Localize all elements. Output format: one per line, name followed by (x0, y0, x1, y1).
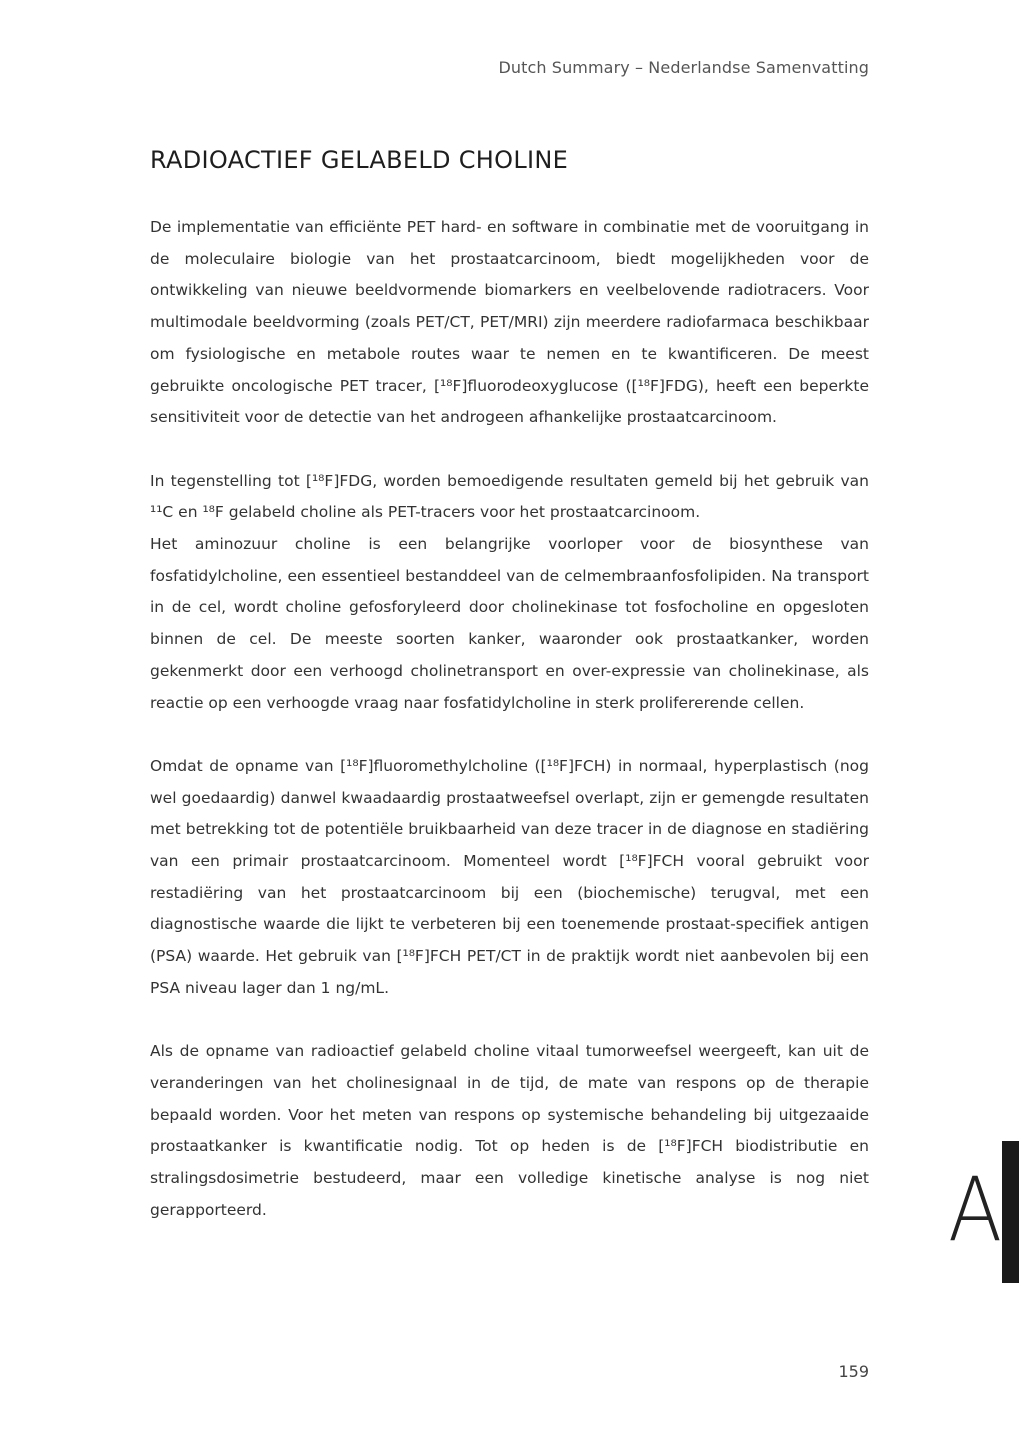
paragraph-spacer (150, 1005, 869, 1037)
paragraph-intro: De implementatie van efficiënte PET hard- en software in combinatie met de vooruitgang in de moleculaire biologie van het prostaatcarcinoom, biedt mogelijkheden voor de ontwikkeling van nieuwe beeldvormende biomarkers en veelbelovende radiotracers. Voor multimodale beeldvorming (zoals PET/CT, PET/MRI) zijn meerdere radiofarmaca beschikbaar om fysiologische en metabole routes waar te nemen en te kwantificeren. De meest gebruikte oncologische PET tracer, [¹⁸F]fluorodeoxyglucose ([¹⁸F]FDG), heeft een beperkte sensitiviteit voor de detectie van het androgeen afhankelijke prostaatcarcinoom. (150, 218, 869, 427)
appendix-letter: A (948, 1158, 1003, 1261)
page-title: RADIOACTIEF GELABELD CHOLINE (150, 146, 569, 174)
paragraph-spacer (150, 719, 869, 751)
appendix-thumb-tab (1002, 1141, 1019, 1283)
running-header: Dutch Summary – Nederlandse Samenvatting (498, 58, 869, 77)
paragraph-fdg-comparison: In tegenstelling tot [¹⁸F]FDG, worden bemoedigende resultaten gemeld bij het gebruik van ¹¹C en ¹⁸F gelabeld choline als PET-tracers voor het prostaatcarcinoom. (150, 471, 869, 522)
body-text (150, 212, 869, 1226)
paragraph-response-monitoring: Als de opname van radioactief gelabeld choline vitaal tumorweefsel weergeeft, kan uit de veranderingen van het cholinesignaal in de tijd, de mate van respons op de therapie bepaald worden. Voor het meten van respons op systemische behandeling bij uitgezaaide prostaatkanker is kwantificatie nodig. Tot op heden is de [¹⁸F]FCH biodistributie en stralingsdosimetrie bestudeerd, maar een volledige kinetische analyse is nog niet gerapporteerd. (150, 1042, 869, 1219)
page-number: 159 (838, 1362, 869, 1381)
paragraph-choline-biology: Het aminozuur choline is een belangrijke voorloper voor de biosynthese van fosfatidylcholine, een essentieel bestanddeel van de celmembraanfosfolipiden. Na transport in de cel, wordt choline gefosforyleerd door cholinekinase tot fosfocholine en opgesloten binnen de cel. De meeste soorten kanker, waaronder ook prostaatkanker, worden gekenmerkt door een verhoogd cholinetransport en over-expressie van cholinekinase, als reactie op een verhoogde vraag naar fosfatidylcholine in sterk prolifererende cellen. (150, 535, 869, 712)
paragraph-fch-uptake: Omdat de opname van [¹⁸F]fluoromethylcholine ([¹⁸F]FCH) in normaal, hyperplastisch (nog wel goedaardig) danwel kwaadaardig prostaatweefsel overlapt, zijn er gemengde resultaten met betrekking tot de potentiële bruikbaarheid van deze tracer in de diagnose en stadiëring van een primair prostaatcarcinoom. Momenteel wordt [¹⁸F]FCH vooral gebruikt voor restadiëring van het prostaatcarcinoom bij een (biochemische) terugval, met een diagnostische waarde die lijkt te verbeteren bij een toenemende prostaat-specifiek antigen (PSA) waarde. Het gebruik van [¹⁸F]FCH PET/CT in de praktijk wordt niet aanbevolen bij een PSA niveau lager dan 1 ng/mL. (150, 756, 869, 997)
paragraph-spacer (150, 434, 869, 466)
